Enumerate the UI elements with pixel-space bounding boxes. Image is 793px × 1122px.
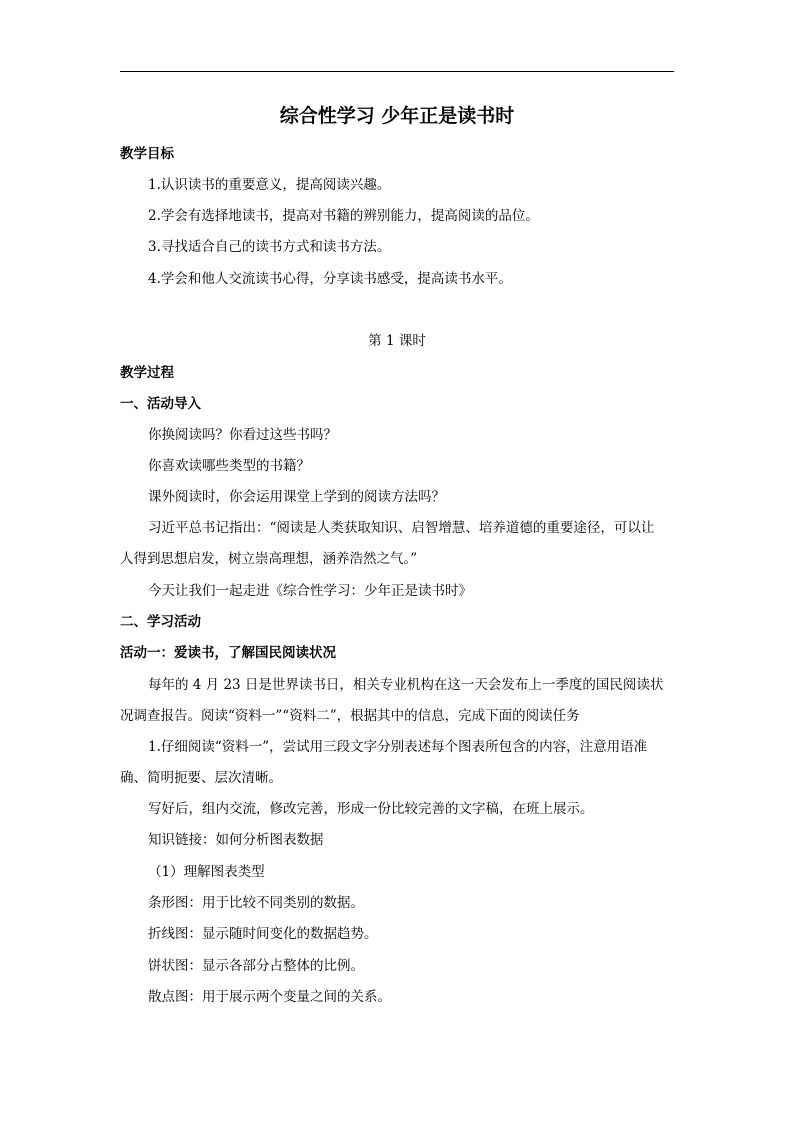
task-line: 确、简明扼要、层次清晰。: [120, 770, 282, 786]
goal-item: 4.学会和他人交流读书心得，分享读书感受，提高读书水平。: [148, 271, 512, 287]
paragraph-line: 每年的 4 月 23 日是世界读书日，相关专业机构在这一天会发布上一季度的国民阅读状: [148, 677, 664, 693]
page-title: 综合性学习 少年正是读书时: [279, 105, 515, 127]
goals-heading: 教学目标: [120, 146, 174, 162]
chart-type-item: 散点图：用于展示两个变量之间的关系。: [148, 989, 391, 1005]
task-followup: 写好后，组内交流，修改完善，形成一份比较完善的文字稿，在班上展示。: [148, 801, 594, 817]
section-heading-activities: 二、学习活动: [120, 614, 201, 630]
subheading: （1）理解图表类型: [148, 864, 265, 880]
task-line: 1.仔细阅读“资料一”，尝试用三段文字分别表述每个图表所包含的内容，注意用语准: [148, 739, 648, 755]
process-heading: 教学过程: [120, 365, 174, 381]
goal-item: 3.寻找适合自己的读书方式和读书方法。: [148, 239, 391, 255]
intro-question: 你喜欢读哪些类型的书籍？: [148, 458, 310, 474]
goal-item: 2.学会有选择地读书，提高对书籍的辨别能力，提高阅读的品位。: [148, 208, 539, 224]
goal-item: 1.认识读书的重要意义，提高阅读兴趣。: [148, 177, 391, 193]
activity-heading: 活动一：爱读书，了解国民阅读状况: [120, 645, 336, 661]
header-rule: [120, 71, 674, 72]
lesson-label: 第 1 课时: [368, 333, 426, 349]
section-heading-intro: 一、活动导入: [120, 396, 201, 412]
chart-type-item: 条形图：用于比较不同类别的数据。: [148, 895, 364, 911]
quote-paragraph-line: 人得到思想启发，树立崇高理想，涵养浩然之气。”: [120, 551, 418, 567]
chart-type-item: 折线图：显示随时间变化的数据趋势。: [148, 926, 378, 942]
chart-type-item: 饼状图：显示各部分占整体的比例。: [148, 958, 364, 974]
knowledge-link: 知识链接：如何分析图表数据: [148, 832, 324, 848]
quote-paragraph-line: 习近平总书记指出：“阅读是人类获取知识、启智增慧、培养道德的重要途径，可以让: [148, 520, 655, 536]
intro-question: 课外阅读时，你会运用课堂上学到的阅读方法吗？: [148, 489, 445, 505]
today-line: 今天让我们一起走进《综合性学习：少年正是读书时》: [148, 583, 472, 599]
intro-question: 你换阅读吗？你看过这些书吗？: [148, 427, 337, 443]
paragraph-line: 况调查报告。阅读“资料一”“资料二”，根据其中的信息，完成下面的阅读任务: [120, 708, 580, 724]
